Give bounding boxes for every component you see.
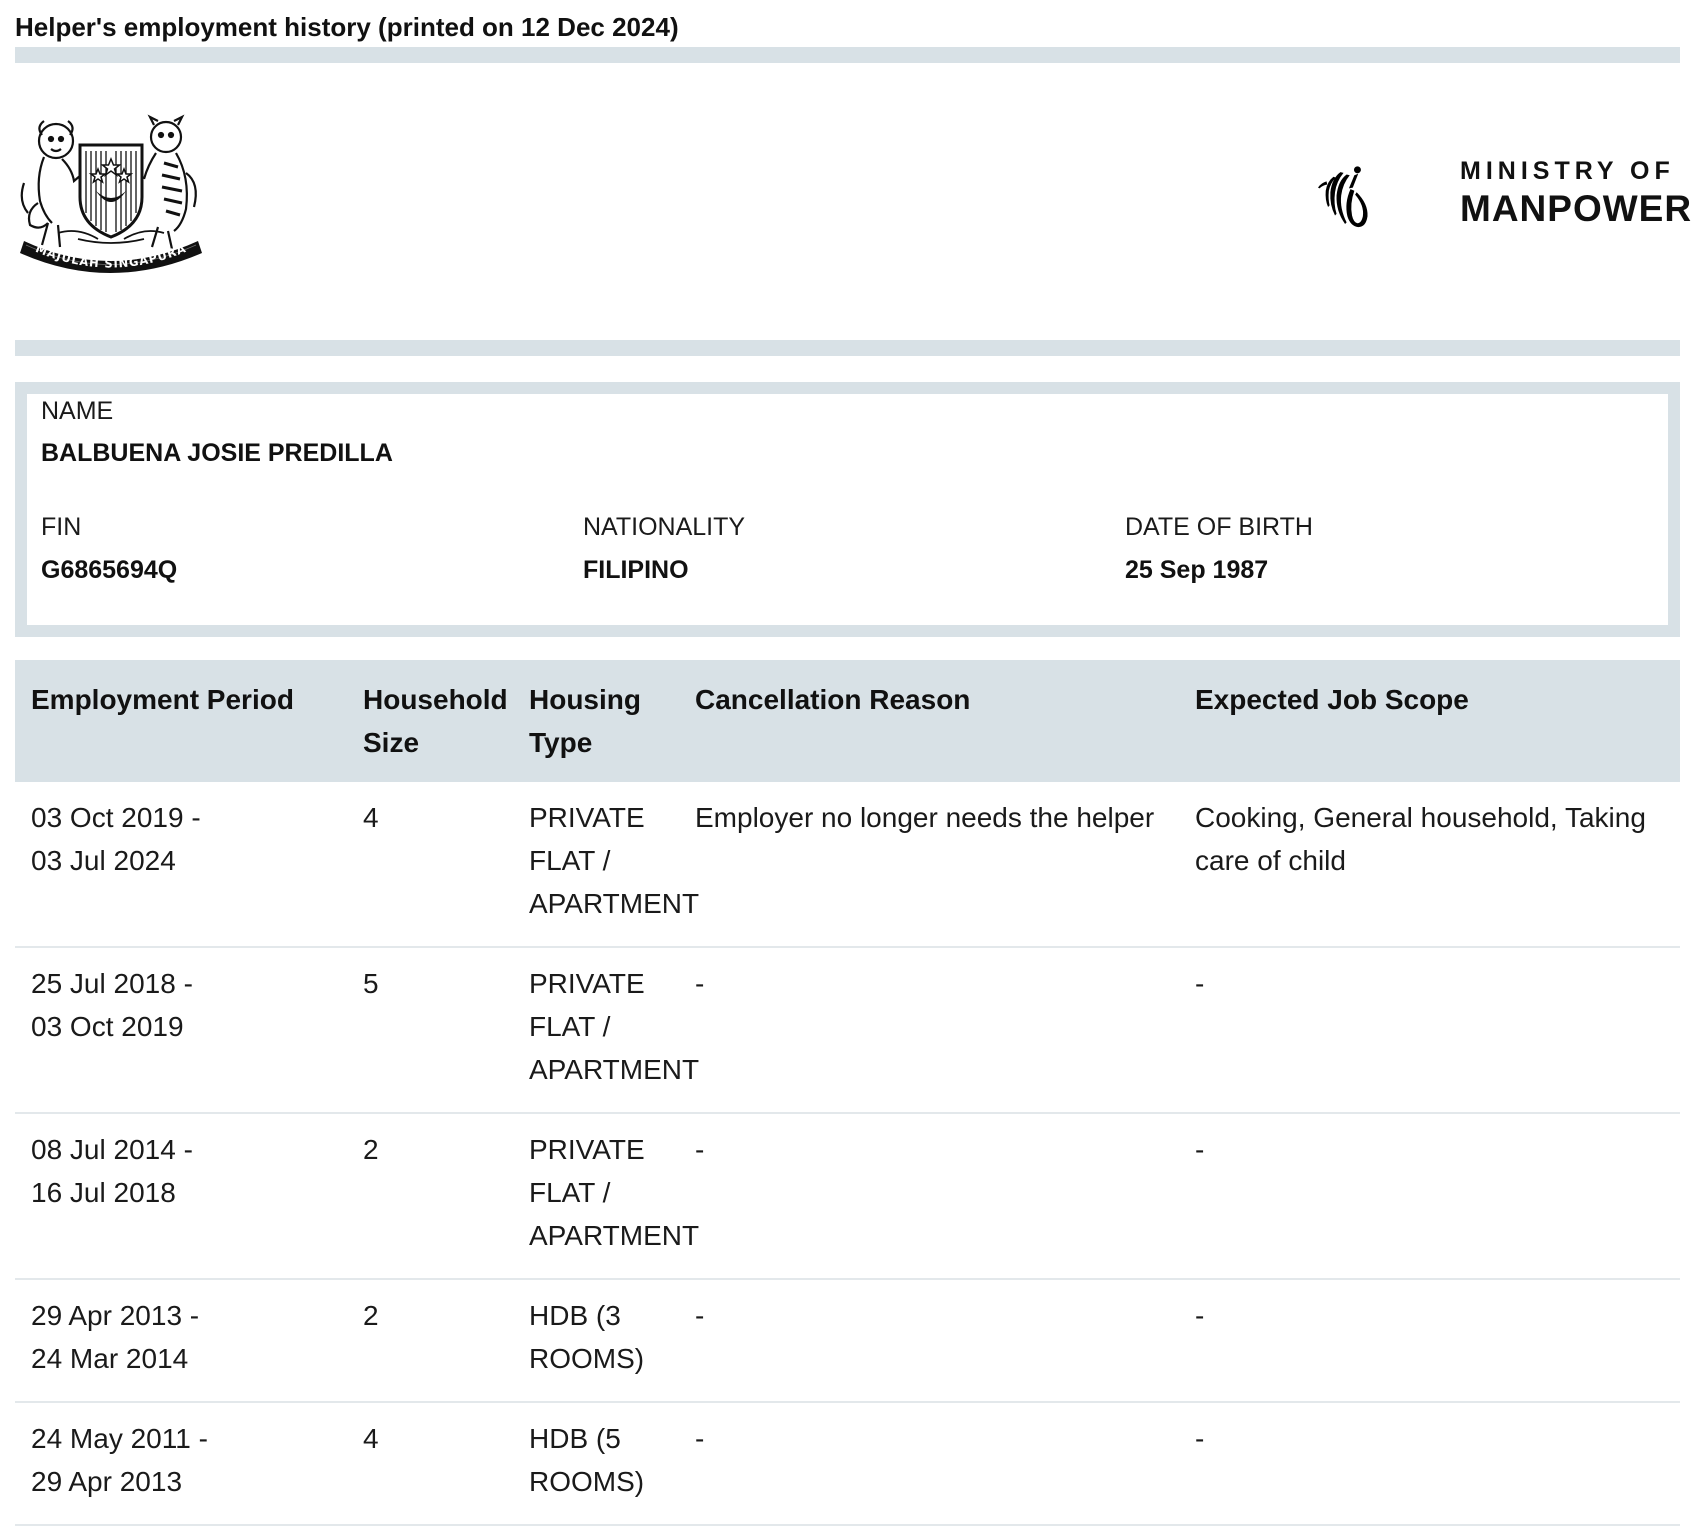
helper-info-box (15, 382, 1680, 637)
cell-household-size: 4 (347, 1402, 513, 1525)
table-row (15, 1402, 1680, 1525)
singapore-crest-logo (18, 113, 203, 278)
svg-text:MAJULAH SINGAPURA (34, 241, 189, 270)
helper-nationality: FILIPINO (583, 556, 689, 584)
cell-expected-job-scope: - (1179, 1402, 1680, 1525)
cell-expected-job-scope: - (1179, 947, 1680, 1113)
dob-label: DATE OF BIRTH (1125, 513, 1313, 541)
header-cancellation-reason: Cancellation Reason (695, 684, 971, 715)
cell-employment-period: 29 Apr 2013 - 24 Mar 2014 (15, 1279, 347, 1402)
cell-cancellation-reason: - (679, 1279, 1179, 1402)
table-row (15, 1279, 1680, 1402)
mid-divider (15, 340, 1680, 356)
helper-dob: 25 Sep 1987 (1125, 556, 1269, 584)
cell-housing-type: PRIVATE FLAT / APARTMENT (513, 947, 679, 1113)
nationality-label: NATIONALITY (583, 513, 746, 541)
cell-household-size: 2 (347, 1113, 513, 1279)
page-title: Helper's employment history (printed on 12 Dec 2024) (15, 12, 679, 42)
cell-housing-type: HDB (3 ROOMS) (513, 1279, 679, 1402)
cell-household-size: 5 (347, 947, 513, 1113)
header-housing-type: Housing Type (529, 684, 641, 758)
cell-housing-type: PRIVATE FLAT / APARTMENT (513, 782, 679, 947)
cell-cancellation-reason: Employer no longer needs the helper (679, 782, 1179, 947)
cell-employment-period: 03 Oct 2019 - 03 Jul 2024 (15, 782, 347, 947)
cell-housing-type: PRIVATE FLAT / APARTMENT (513, 1113, 679, 1279)
header-employment-period: Employment Period (31, 684, 294, 715)
ministry-logo-line2: MANPOWER (1460, 188, 1693, 229)
ministry-logo-line1: MINISTRY OF (1460, 157, 1675, 185)
cell-cancellation-reason: - (679, 1113, 1179, 1279)
cell-expected-job-scope: - (1179, 1279, 1680, 1402)
fin-label: FIN (41, 513, 82, 541)
cell-cancellation-reason: - (679, 947, 1179, 1113)
cell-expected-job-scope: Cooking, General household, Taking care of child (1179, 782, 1680, 947)
cell-expected-job-scope: - (1179, 1113, 1680, 1279)
cell-cancellation-reason: - (679, 1402, 1179, 1525)
cell-employment-period: 25 Jul 2018 - 03 Oct 2019 (15, 947, 347, 1113)
mom-logo-icon (1318, 110, 1458, 290)
cell-household-size: 4 (347, 782, 513, 947)
header-household-size: Household Size (363, 684, 508, 758)
cell-employment-period: 08 Jul 2014 - 16 Jul 2018 (15, 1113, 347, 1279)
ministry-logo-text (1460, 157, 1692, 230)
helper-name: BALBUENA JOSIE PREDILLA (41, 439, 393, 467)
table-row (15, 1113, 1680, 1279)
name-label: NAME (41, 397, 114, 425)
table-row (15, 947, 1680, 1113)
cell-housing-type: HDB (5 ROOMS) (513, 1402, 679, 1525)
crest-motto: MAJULAH SINGAPURA (33, 241, 189, 271)
table-row (15, 782, 1680, 947)
cell-employment-period: 24 May 2011 - 29 Apr 2013 (15, 1402, 347, 1525)
helper-fin: G6865694Q (41, 556, 178, 584)
employment-history-table (15, 660, 1680, 1526)
cell-household-size: 2 (347, 1279, 513, 1402)
table-header-row (15, 660, 1680, 782)
top-divider (15, 47, 1680, 63)
header-expected-job-scope: Expected Job Scope (1195, 684, 1469, 715)
